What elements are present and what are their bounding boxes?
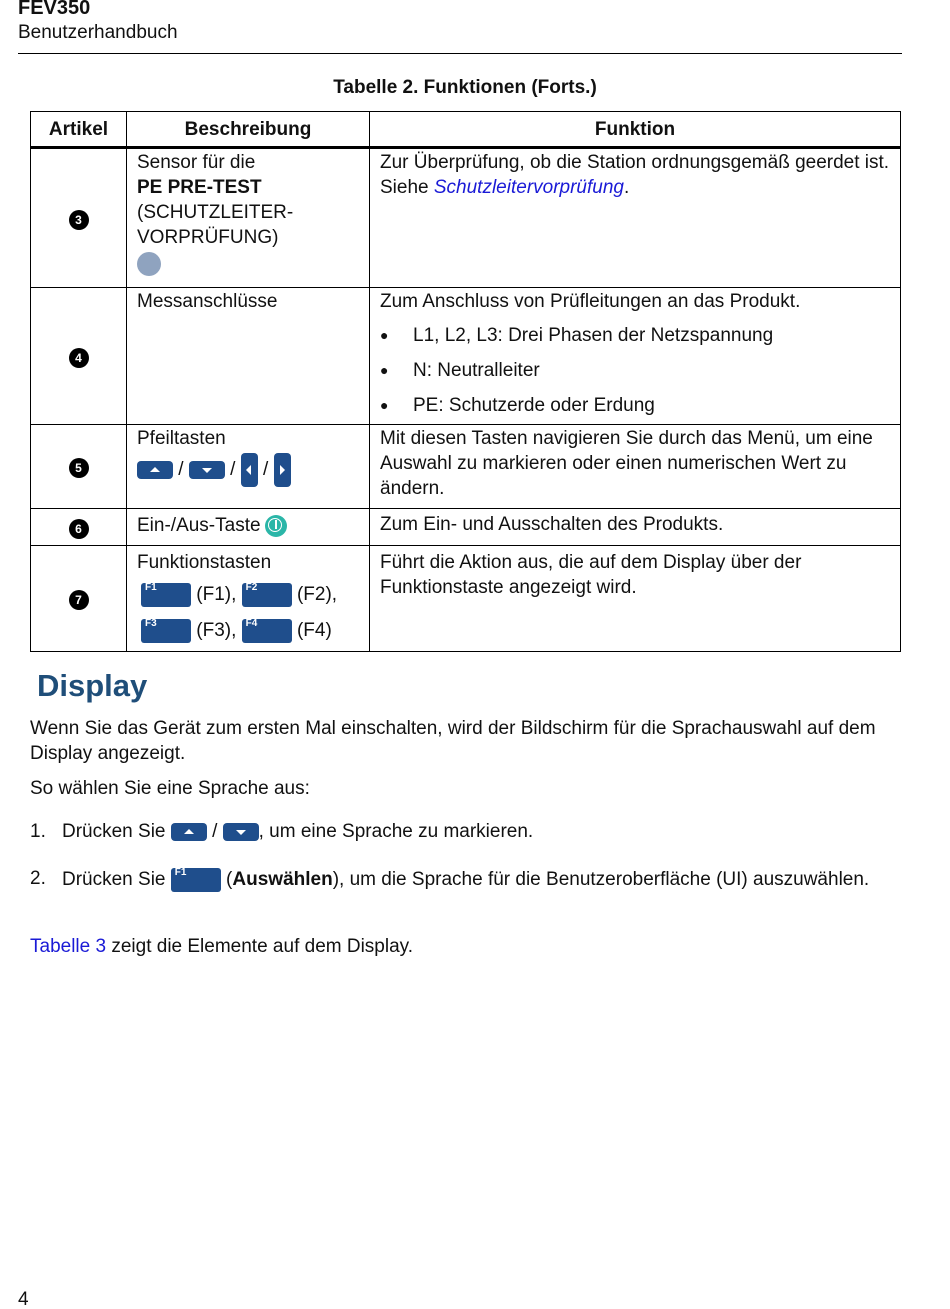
bullet-item: ● N: Neutralleiter — [380, 358, 890, 383]
bullet-list — [380, 323, 890, 418]
function-cell — [370, 288, 901, 425]
table-header-row — [31, 112, 901, 148]
item-number-cell — [31, 288, 127, 425]
function-cell — [370, 425, 901, 509]
description-bold: PE PRE-TEST — [137, 177, 262, 198]
description-text: Sensor für die — [137, 152, 256, 173]
f3-key-icon: F3 — [141, 619, 191, 643]
item-number-cell — [31, 509, 127, 546]
col-header-description: Beschreibung — [127, 112, 370, 148]
bullet-item: ● PE: Schutzerde oder Erdung — [380, 393, 890, 418]
f2-key-icon: F2 — [242, 583, 292, 607]
sensor-icon — [137, 252, 161, 276]
function-text-end: . — [623, 177, 630, 198]
protective-conductor-link[interactable]: Schutzleitervorprüfung — [433, 177, 624, 198]
intro-paragraph: Wenn Sie das Gerät zum ersten Mal einschalten, wird der Bildschirm für die Sprachauswahl auf dem Display angezeigt. — [30, 718, 876, 764]
key-label: (F4) — [296, 620, 332, 641]
item-number-badge: 6 — [69, 519, 89, 539]
function-text: Mit diesen Tasten navigieren Sie durch das Menü, um eine Auswahl zu markieren oder einen numerischen Wert zu ändern. — [380, 428, 873, 499]
separator: / — [230, 459, 236, 481]
f1-key-icon: F1 — [141, 583, 191, 607]
arrow-down-key-icon — [189, 461, 225, 479]
step-text: Drücken Sie — [62, 869, 166, 890]
power-icon — [265, 515, 287, 537]
separator: / — [178, 459, 184, 481]
product-name: FEV350 — [18, 0, 91, 19]
arrow-up-key-icon — [171, 823, 207, 841]
description-cell — [127, 509, 370, 546]
function-cell — [370, 546, 901, 652]
table-caption: Tabelle 2. Funktionen (Forts.) — [333, 77, 597, 98]
function-cell — [370, 509, 901, 546]
item-number-badge: 3 — [69, 210, 89, 230]
function-cell — [370, 148, 901, 288]
arrow-down-key-icon — [223, 823, 259, 841]
page-number: 4 — [18, 1289, 29, 1309]
table-row — [31, 546, 901, 652]
closing-text: zeigt die Elemente auf dem Display. — [106, 936, 414, 957]
separator: / — [262, 459, 269, 481]
table-3-link[interactable]: Tabelle 3 — [30, 936, 107, 957]
description-cell — [127, 148, 370, 288]
description-cell — [127, 546, 370, 652]
closing-paragraph — [30, 934, 910, 959]
lead-paragraph: So wählen Sie eine Sprache aus: — [30, 778, 310, 799]
item-number-badge: 5 — [69, 458, 89, 478]
functions-table — [30, 111, 901, 652]
table-row — [31, 509, 901, 546]
step-text: Drücken Sie — [62, 821, 166, 842]
col-header-function: Funktion — [370, 112, 901, 148]
arrow-right-key-icon — [274, 453, 291, 487]
key-label: (F1), — [196, 584, 237, 605]
description-text: VORPRÜFUNG) — [137, 227, 279, 248]
manual-subtitle: Benutzerhandbuch — [18, 22, 178, 43]
step-2: 2. Drücken Sie F1 (Auswählen), um die Sprache für die Benutzeroberfläche (UI) auszuwählen. — [30, 866, 870, 890]
section-heading: Display — [37, 668, 148, 703]
step-bold-text: Auswählen — [232, 869, 333, 890]
table-row — [31, 288, 901, 425]
step-number: 2. — [30, 868, 46, 889]
arrow-up-key-icon — [137, 461, 173, 479]
step-text: ), um die Sprache für die Benutzeroberfläche (UI) auszuwählen. — [332, 869, 870, 890]
arrow-left-key-icon — [241, 453, 258, 487]
description-text: Messanschlüsse — [137, 291, 278, 312]
page-header — [18, 0, 902, 46]
bullet-item: ● L1, L2, L3: Drei Phasen der Netzspannung — [380, 323, 890, 348]
table-row — [31, 148, 901, 288]
function-text: Führt die Aktion aus, die auf dem Display über der Funktionstaste angezeigt wird. — [380, 552, 802, 598]
description-text: (SCHUTZLEITER- — [137, 202, 294, 223]
f1-key-icon: F1 — [171, 868, 221, 892]
item-number-cell — [31, 546, 127, 652]
item-number-cell — [31, 425, 127, 509]
item-number-cell — [31, 148, 127, 288]
key-label: (F3), — [196, 620, 237, 641]
step-text: , um eine Sprache zu markieren. — [258, 821, 534, 842]
table-row — [31, 425, 901, 509]
item-number-badge: 4 — [69, 348, 89, 368]
description-text: Funktionstasten — [137, 552, 272, 573]
f4-key-icon: F4 — [242, 619, 292, 643]
description-text: Pfeiltasten — [137, 428, 226, 449]
header-divider — [18, 53, 902, 54]
description-cell — [127, 288, 370, 425]
function-text: Zum Anschluss von Prüfleitungen an das Produkt. — [380, 291, 801, 312]
step-number: 1. — [30, 821, 46, 842]
description-cell — [127, 425, 370, 509]
item-number-badge: 7 — [69, 590, 89, 610]
col-header-item: Artikel — [31, 112, 127, 148]
description-text: Ein-/Aus-Taste — [137, 515, 261, 536]
key-label: (F2), — [296, 584, 338, 605]
step-1 — [30, 819, 910, 844]
separator: / — [212, 821, 218, 842]
function-text: Zur Überprüfung, ob die Station ordnungsgemäß geerdet ist. Siehe — [380, 152, 890, 198]
function-text: Zum Ein- und Ausschalten des Produkts. — [380, 514, 724, 535]
